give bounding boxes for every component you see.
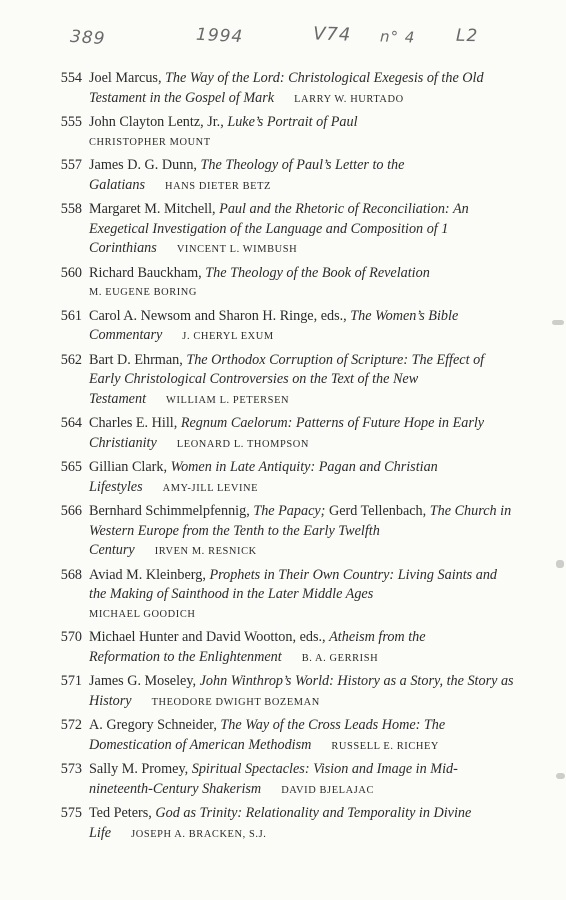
handwritten-volume: V74	[312, 23, 352, 46]
handwritten-annotation	[0, 22, 566, 62]
book-author: Michael Hunter and David Wootton, eds.,	[89, 629, 330, 645]
book-title: Atheism from the Reformation to the Enlightenment	[89, 629, 426, 665]
list-item	[40, 200, 530, 260]
book-title: Paul and the Rhetoric of Reconciliation: An Exegetical Investigation of the Language and Composition of 1 Corinthians	[89, 201, 469, 256]
list-item	[40, 566, 530, 625]
book-author: Carol A. Newsom and Sharon H. Ringe, eds.,	[89, 307, 351, 324]
book-author: Aviad M. Kleinberg,	[89, 566, 210, 583]
book-title: Prophets in Their Own Country: Living Saints and the Making of Sainthood in the Later Middle Ages	[89, 566, 498, 602]
book-author: Charles E. Hill,	[89, 415, 181, 431]
book-author: Bernhard Schimmelpfennig,	[89, 503, 254, 519]
page-number: 572	[60, 717, 82, 733]
list-item	[40, 804, 530, 844]
reviewer-name: THEODORE DWIGHT BOZEMAN	[151, 696, 320, 708]
list-item	[40, 113, 530, 152]
reviewer-name: HANS DIETER BETZ	[164, 180, 271, 192]
reviewer-name: AMY-JILL LEVINE	[162, 482, 259, 494]
book-title: The Women’s Bible Commentary	[89, 307, 459, 343]
list-item	[40, 156, 530, 196]
book-title: The Way of the Cross Leads Home: The Domestication of American Methodism	[89, 717, 446, 753]
book-author: James D. G. Dunn,	[89, 157, 201, 173]
book-title: The Church in Western Europe from the Tenth to the Early Twelfth Century	[89, 503, 512, 558]
page-number: 575	[60, 805, 82, 821]
list-item	[40, 307, 530, 347]
book-title: John Winthrop’s World: History as a Story, the Story as History	[89, 673, 514, 709]
handwritten-code: L2	[455, 25, 479, 47]
list-item	[40, 458, 530, 498]
reviewer-name: J. CHERYL EXUM	[182, 331, 274, 342]
page-number: 562	[60, 351, 82, 368]
book-title: The Orthodox Corruption of Scripture: The Effect of Early Christological Controversies on the Text of the New Testament	[89, 351, 485, 407]
page-number: 561	[60, 307, 82, 324]
book-title: The Theology of the Book of Revelation	[205, 264, 430, 281]
list-item	[40, 716, 530, 756]
list-item	[40, 264, 530, 303]
page-number: 573	[60, 761, 82, 777]
handwritten-issue: n° 4	[379, 27, 416, 47]
handwritten-year: 1994	[195, 24, 244, 48]
book-author: A. Gregory Schneider,	[89, 717, 221, 733]
review-list	[40, 69, 530, 844]
page-number: 558	[60, 201, 82, 217]
book-title: The Theology of Paul’s Letter to the Galatians	[89, 157, 405, 193]
reviewer-name: B. A. GERRISH	[301, 652, 379, 664]
reviewer-name: LARRY W. HURTADO	[294, 93, 404, 105]
book-author: Sally M. Promey,	[89, 761, 192, 777]
page-number: 557	[60, 157, 82, 173]
book-author: Gerd Tellenbach,	[325, 503, 430, 519]
list-item	[40, 628, 530, 668]
book-author: James G. Moseley,	[89, 673, 200, 689]
reviewer-name: M. EUGENE BORING	[89, 287, 198, 298]
paper-mark	[552, 320, 564, 325]
list-item	[40, 502, 530, 562]
book-title: The Way of the Lord: Christological Exegesis of the Old Testament in the Gospel of Mark	[89, 70, 484, 106]
reviewer-name: IRVEN M. RESNICK	[154, 546, 257, 557]
book-author: Joel Marcus,	[89, 70, 166, 86]
reviewer-name: RUSSELL E. RICHEY	[331, 740, 440, 752]
book-author: John Clayton Lentz, Jr.,	[89, 114, 228, 130]
list-item	[40, 760, 530, 800]
book-author: Gillian Clark,	[89, 459, 171, 475]
reviewer-name: LEONARD L. THOMPSON	[176, 438, 309, 450]
book-author: Bart D. Ehrman,	[89, 351, 187, 368]
page-number: 568	[60, 566, 82, 583]
reviewer-name: CHRISTOPHER MOUNT	[89, 136, 211, 148]
page-number: 555	[60, 114, 82, 130]
page-number: 570	[60, 629, 82, 645]
book-title: Luke’s Portrait of Paul	[227, 114, 358, 130]
list-item	[40, 672, 530, 712]
list-item	[40, 414, 530, 454]
reviewer-name: VINCENT L. WIMBUSH	[176, 244, 298, 255]
page-number: 565	[60, 459, 82, 475]
book-title: Regnum Caelorum: Patterns of Future Hope in Early Christianity	[89, 415, 485, 451]
list-item	[40, 69, 530, 109]
page-number: 554	[60, 70, 82, 86]
paper-mark	[556, 773, 565, 779]
book-author: Margaret M. Mitchell,	[89, 201, 220, 217]
page-number: 560	[60, 264, 82, 281]
book-title: Women in Late Antiquity: Pagan and Christian Lifestyles	[89, 459, 438, 495]
book-title: The Papacy;	[253, 503, 326, 519]
reviewer-name: DAVID BJELAJAC	[281, 784, 374, 796]
book-author: Ted Peters,	[89, 805, 156, 821]
reviewer-name: WILLIAM L. PETERSEN	[166, 394, 290, 406]
page-number: 566	[60, 503, 82, 519]
page-number: 571	[60, 673, 82, 689]
reviewer-name: JOSEPH A. BRACKEN, S.J.	[131, 828, 267, 840]
book-title: Spiritual Spectacles: Vision and Image in Mid-nineteenth-Century Shakerism	[89, 761, 458, 797]
book-title: God as Trinity: Relationality and Temporality in Divine Life	[89, 805, 472, 841]
reviewer-name: MICHAEL GOODICH	[89, 608, 196, 620]
paper-mark	[556, 560, 564, 568]
handwritten-number: 389	[69, 26, 107, 50]
list-item	[40, 351, 530, 411]
book-author: Richard Bauckham,	[89, 264, 206, 281]
page-number: 564	[60, 415, 82, 431]
